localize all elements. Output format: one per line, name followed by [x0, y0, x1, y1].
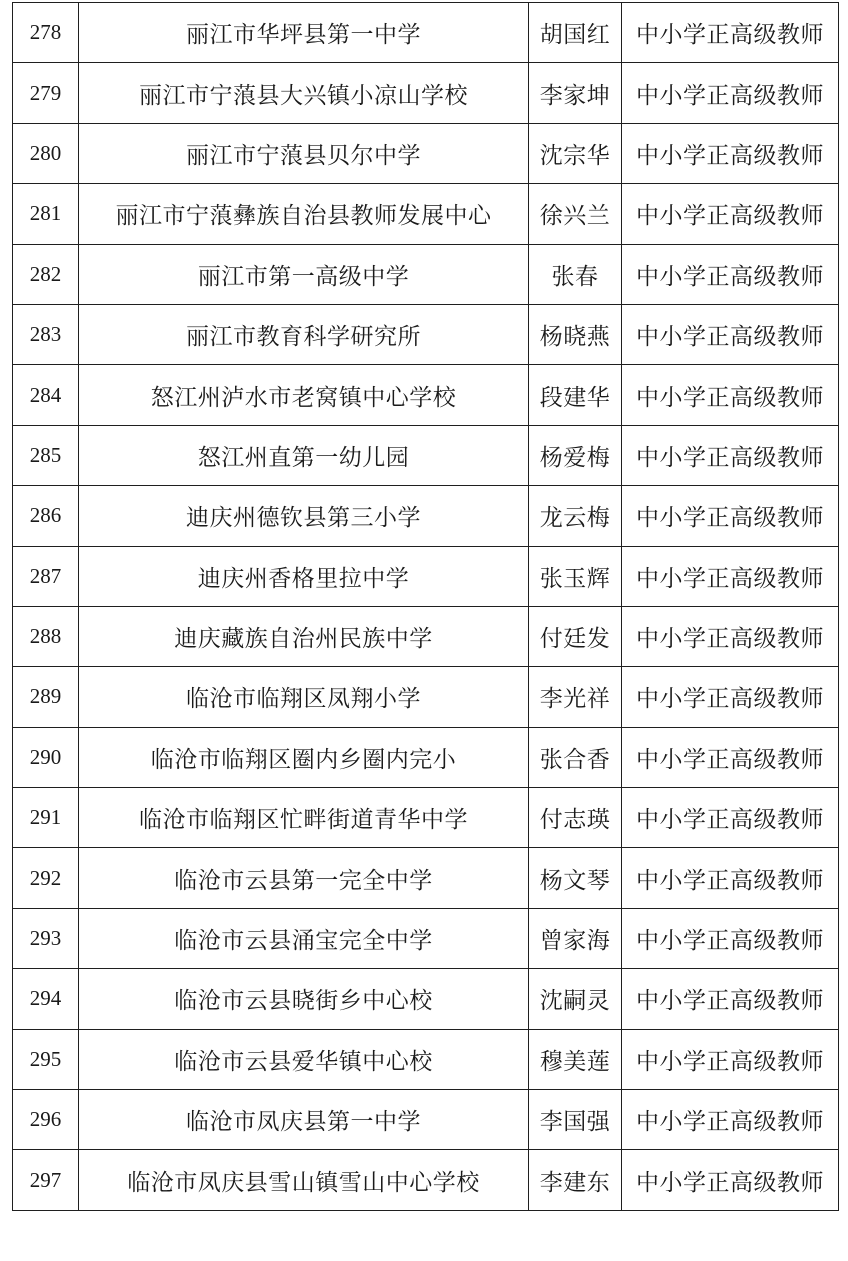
- title-level: 中小学正高级教师: [622, 365, 839, 425]
- table-row: [13, 63, 839, 123]
- table-row: [13, 304, 839, 364]
- unit-name: 临沧市凤庆县第一中学: [79, 1090, 529, 1150]
- unit-name: 临沧市临翔区凤翔小学: [79, 667, 529, 727]
- table-row: [13, 1150, 839, 1210]
- title-level: 中小学正高级教师: [622, 606, 839, 666]
- title-level: 中小学正高级教师: [622, 486, 839, 546]
- unit-name: 临沧市临翔区圈内乡圈内完小: [79, 727, 529, 787]
- table-row: [13, 3, 839, 63]
- teacher-name: 李国强: [529, 1090, 622, 1150]
- title-level: 中小学正高级教师: [622, 546, 839, 606]
- row-number: 284: [13, 365, 79, 425]
- table-row: [13, 848, 839, 908]
- row-number: 287: [13, 546, 79, 606]
- row-number: 297: [13, 1150, 79, 1210]
- title-level: 中小学正高级教师: [622, 3, 839, 63]
- row-number: 295: [13, 1029, 79, 1089]
- unit-name: 临沧市云县晓街乡中心校: [79, 969, 529, 1029]
- row-number: 291: [13, 788, 79, 848]
- title-level: 中小学正高级教师: [622, 788, 839, 848]
- title-level: 中小学正高级教师: [622, 304, 839, 364]
- row-number: 281: [13, 184, 79, 244]
- unit-name: 丽江市第一高级中学: [79, 244, 529, 304]
- table-row: [13, 969, 839, 1029]
- unit-name: 临沧市云县第一完全中学: [79, 848, 529, 908]
- teacher-name: 杨晓燕: [529, 304, 622, 364]
- table-row: [13, 425, 839, 485]
- teacher-name: 杨文琴: [529, 848, 622, 908]
- roster-body: [13, 3, 839, 1211]
- row-number: 288: [13, 606, 79, 666]
- unit-name: 丽江市华坪县第一中学: [79, 3, 529, 63]
- teacher-name: 徐兴兰: [529, 184, 622, 244]
- unit-name: 临沧市云县爱华镇中心校: [79, 1029, 529, 1089]
- unit-name: 迪庆州德钦县第三小学: [79, 486, 529, 546]
- table-row: [13, 123, 839, 183]
- row-number: 283: [13, 304, 79, 364]
- unit-name: 迪庆藏族自治州民族中学: [79, 606, 529, 666]
- table-row: [13, 667, 839, 727]
- title-level: 中小学正高级教师: [622, 1150, 839, 1210]
- table-row: [13, 244, 839, 304]
- title-level: 中小学正高级教师: [622, 425, 839, 485]
- teacher-name: 段建华: [529, 365, 622, 425]
- unit-name: 怒江州泸水市老窝镇中心学校: [79, 365, 529, 425]
- row-number: 285: [13, 425, 79, 485]
- title-level: 中小学正高级教师: [622, 184, 839, 244]
- teacher-name: 胡国红: [529, 3, 622, 63]
- teacher-name: 曾家海: [529, 908, 622, 968]
- row-number: 279: [13, 63, 79, 123]
- teacher-name: 付志瑛: [529, 788, 622, 848]
- teacher-name: 付廷发: [529, 606, 622, 666]
- table-row: [13, 546, 839, 606]
- row-number: 278: [13, 3, 79, 63]
- table-row: [13, 486, 839, 546]
- teacher-name: 李家坤: [529, 63, 622, 123]
- title-level: 中小学正高级教师: [622, 908, 839, 968]
- unit-name: 临沧市临翔区忙畔街道青华中学: [79, 788, 529, 848]
- title-level: 中小学正高级教师: [622, 1029, 839, 1089]
- row-number: 294: [13, 969, 79, 1029]
- title-level: 中小学正高级教师: [622, 848, 839, 908]
- title-level: 中小学正高级教师: [622, 667, 839, 727]
- table-row: [13, 727, 839, 787]
- unit-name: 临沧市云县涌宝完全中学: [79, 908, 529, 968]
- row-number: 296: [13, 1090, 79, 1150]
- title-level: 中小学正高级教师: [622, 969, 839, 1029]
- table-row: [13, 606, 839, 666]
- unit-name: 怒江州直第一幼儿园: [79, 425, 529, 485]
- unit-name: 临沧市凤庆县雪山镇雪山中心学校: [79, 1150, 529, 1210]
- row-number: 280: [13, 123, 79, 183]
- teacher-name: 沈宗华: [529, 123, 622, 183]
- teacher-name: 张玉辉: [529, 546, 622, 606]
- unit-name: 丽江市宁蒗县贝尔中学: [79, 123, 529, 183]
- teacher-name: 张春: [529, 244, 622, 304]
- teacher-name: 李光祥: [529, 667, 622, 727]
- table-row: [13, 788, 839, 848]
- row-number: 293: [13, 908, 79, 968]
- table-row: [13, 184, 839, 244]
- unit-name: 丽江市宁蒗彝族自治县教师发展中心: [79, 184, 529, 244]
- unit-name: 迪庆州香格里拉中学: [79, 546, 529, 606]
- row-number: 292: [13, 848, 79, 908]
- table-row: [13, 365, 839, 425]
- title-level: 中小学正高级教师: [622, 1090, 839, 1150]
- teacher-name: 沈嗣灵: [529, 969, 622, 1029]
- title-level: 中小学正高级教师: [622, 63, 839, 123]
- row-number: 282: [13, 244, 79, 304]
- title-level: 中小学正高级教师: [622, 727, 839, 787]
- row-number: 290: [13, 727, 79, 787]
- teacher-name: 龙云梅: [529, 486, 622, 546]
- teacher-name: 穆美莲: [529, 1029, 622, 1089]
- row-number: 289: [13, 667, 79, 727]
- table-row: [13, 1029, 839, 1089]
- title-level: 中小学正高级教师: [622, 123, 839, 183]
- table-row: [13, 908, 839, 968]
- title-level: 中小学正高级教师: [622, 244, 839, 304]
- table-row: [13, 1090, 839, 1150]
- row-number: 286: [13, 486, 79, 546]
- unit-name: 丽江市教育科学研究所: [79, 304, 529, 364]
- teacher-roster-table: [12, 2, 839, 1211]
- teacher-name: 杨爱梅: [529, 425, 622, 485]
- unit-name: 丽江市宁蒗县大兴镇小凉山学校: [79, 63, 529, 123]
- teacher-name: 张合香: [529, 727, 622, 787]
- teacher-name: 李建东: [529, 1150, 622, 1210]
